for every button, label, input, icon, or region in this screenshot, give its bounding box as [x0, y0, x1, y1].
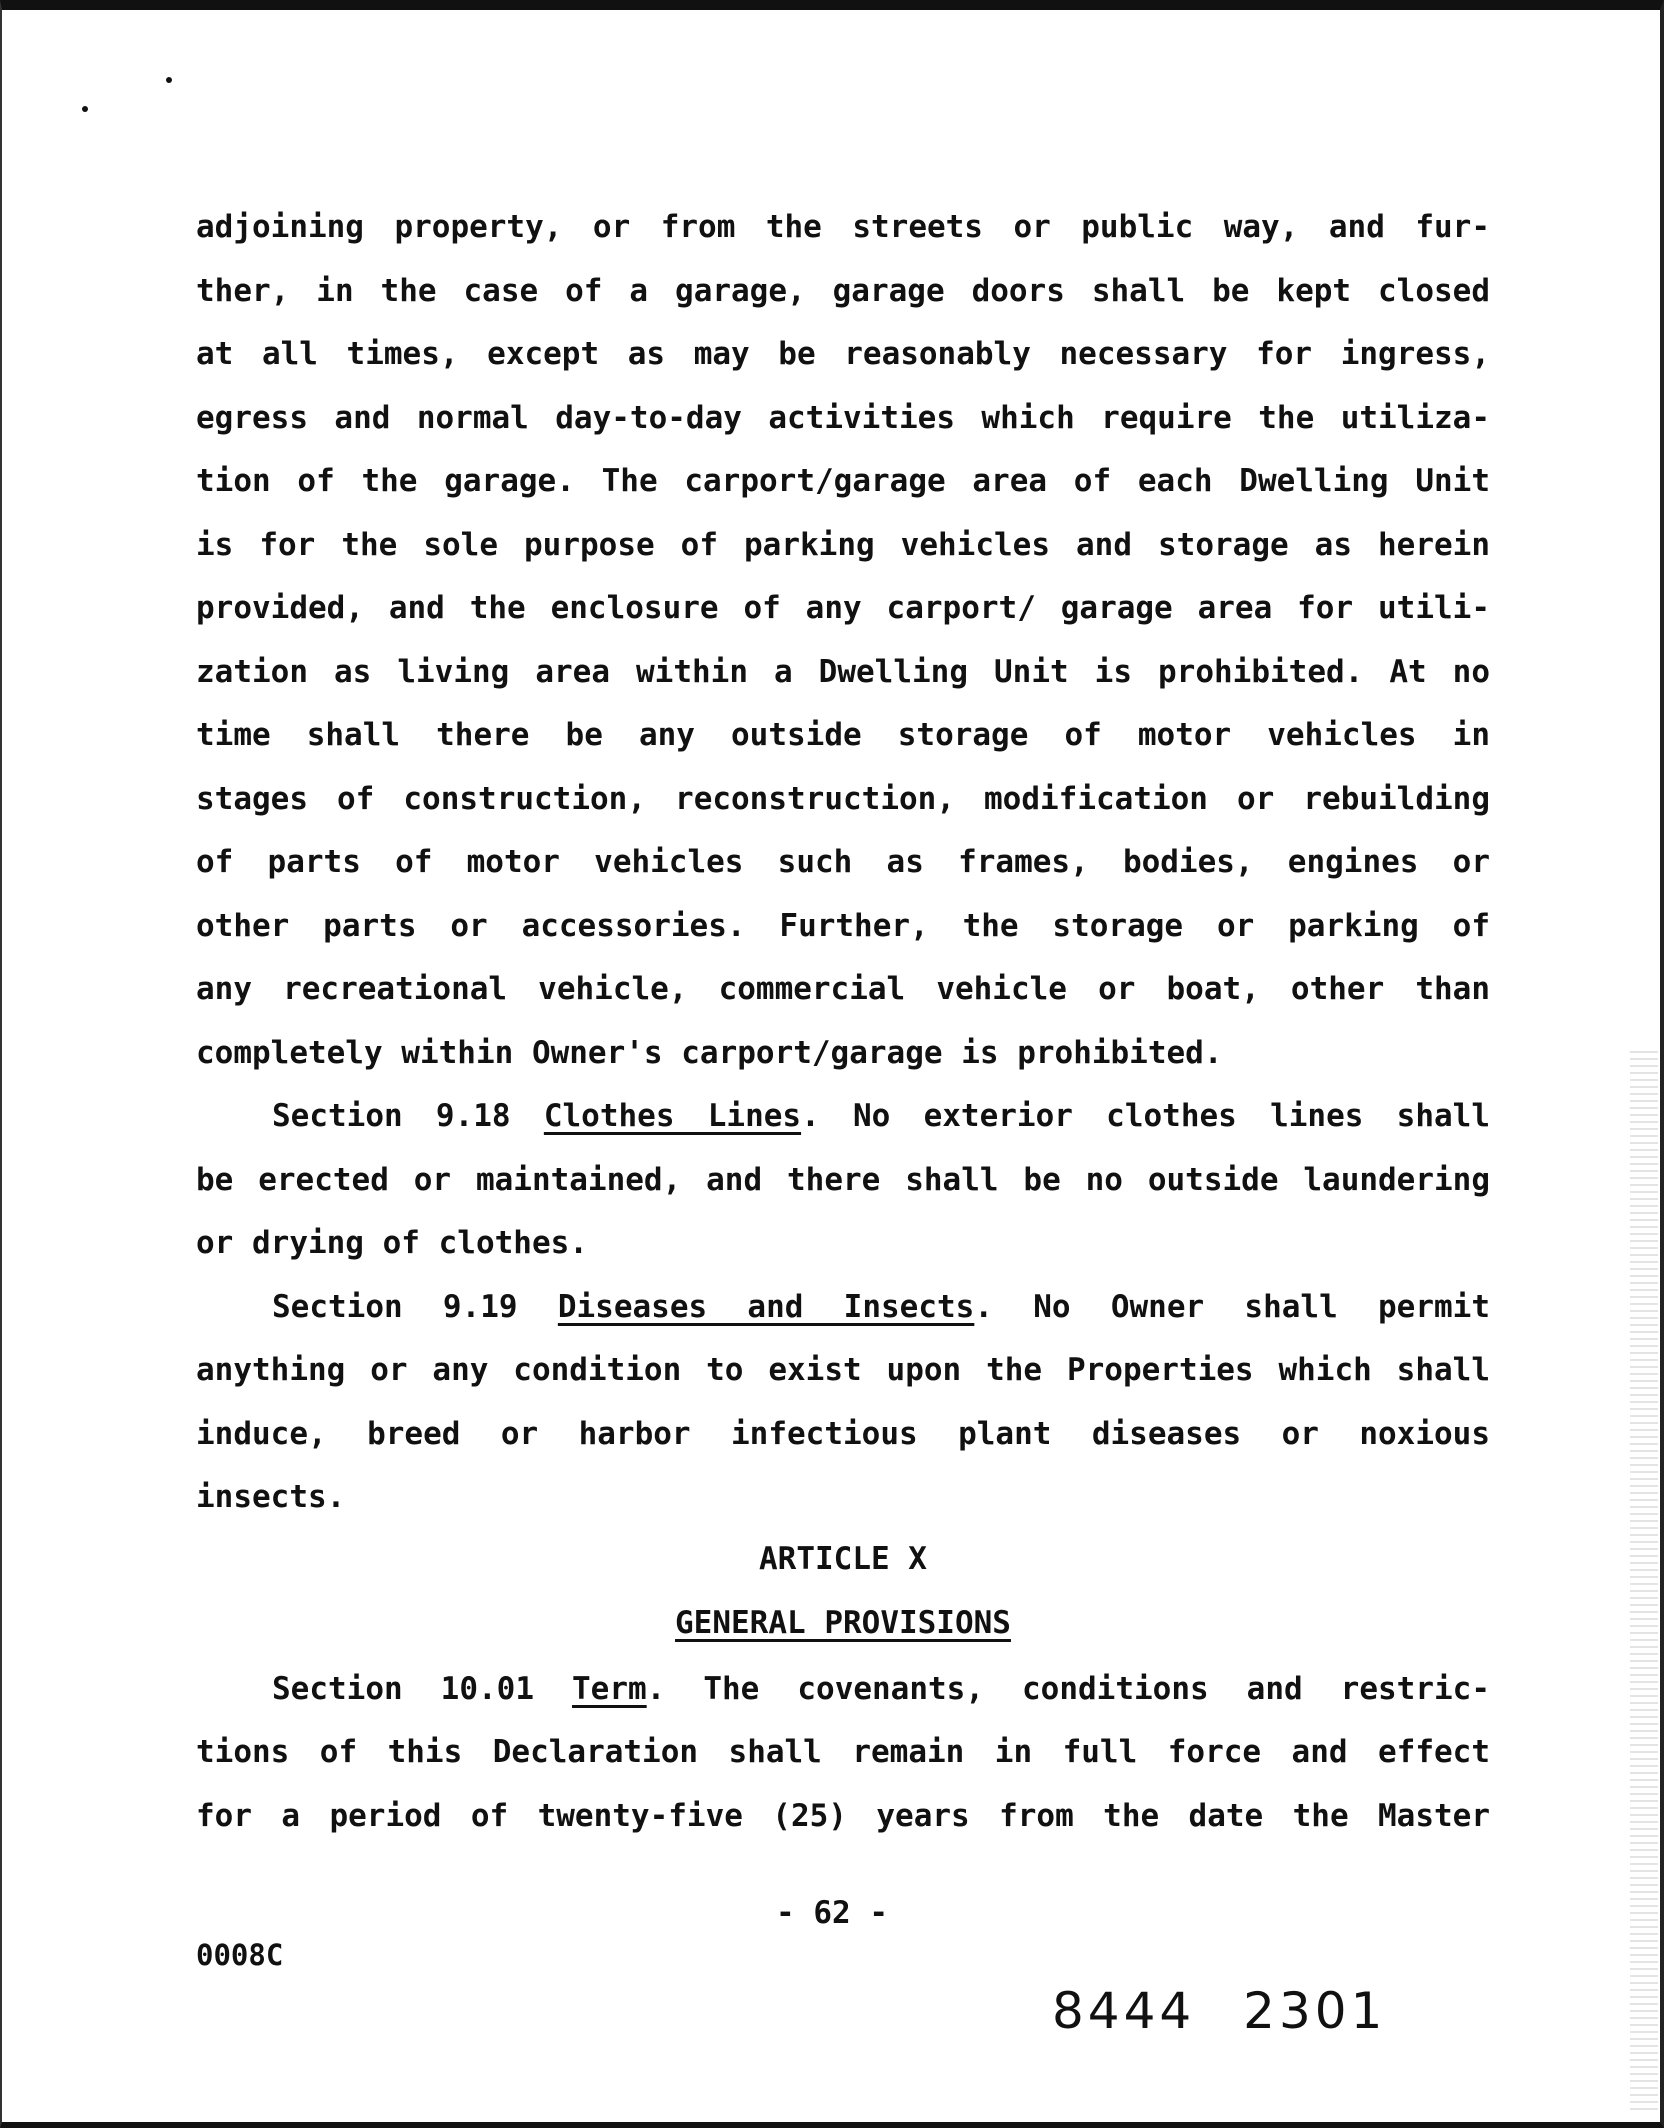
text-fragment: . No exterior clothes lines shall — [801, 1098, 1490, 1134]
text-line: time shall there be any outside storage of motor vehicles in — [196, 717, 1490, 753]
scan-noise — [1630, 1050, 1658, 2110]
text-fragment: . The covenants, conditions and restric- — [646, 1670, 1490, 1707]
section-heading-line — [196, 1085, 1490, 1149]
text-line: tions of this Declaration shall remain in full force and effect — [196, 1734, 1490, 1770]
text-line: zation as living area within a Dwelling Unit is prohibited. At no — [196, 653, 1490, 690]
section-number: Section 9.19 — [272, 1288, 518, 1325]
article-subtitle: GENERAL PROVISIONS — [675, 1604, 1011, 1641]
article-heading — [196, 1530, 1490, 1658]
text-line: other parts or accessories. Further, the storage or parking of — [196, 907, 1490, 944]
section-title: Term — [572, 1670, 647, 1707]
stamped-record-number: 8444 2301 — [1052, 1982, 1387, 2040]
text-line: adjoining property, or from the streets or public way, and fur- — [196, 209, 1490, 245]
text-line: provided, and the enclosure of any carport/ garage area for utili- — [196, 590, 1490, 626]
text-line: completely within Owner's carport/garage is prohibited. — [196, 1034, 1223, 1071]
section-number: Section 9.18 — [272, 1098, 511, 1134]
section-title: Clothes Lines — [543, 1098, 802, 1134]
text-line: be erected or maintained, and there shall be no outside laundering — [196, 1161, 1490, 1198]
article-title: ARTICLE X — [759, 1540, 927, 1577]
text-line: or drying of clothes. — [196, 1225, 588, 1261]
scan-speck — [82, 106, 88, 112]
text-line: any recreational vehicle, commercial vehicle or boat, other than — [196, 971, 1490, 1007]
document-code: 0008C — [196, 1938, 284, 1972]
text-line: at all times, except as may be reasonably necessary for ingress, — [196, 336, 1490, 372]
section-heading-line — [196, 1276, 1490, 1340]
text-line: tion of the garage. The carport/garage area of each Dwelling Unit — [196, 463, 1490, 499]
section-heading-line — [196, 1658, 1490, 1722]
text-line: stages of construction, reconstruction, modification or rebuilding — [196, 780, 1490, 817]
document-body — [196, 196, 1490, 1848]
page-number: - 62 - — [776, 1895, 888, 1931]
text-line: anything or any condition to exist upon the Properties which shall — [196, 1352, 1490, 1388]
text-line: of parts of motor vehicles such as frames, bodies, engines or — [196, 844, 1490, 880]
text-fragment: . No Owner shall permit — [974, 1288, 1490, 1325]
paragraph-covenant-continuation — [196, 196, 1490, 1085]
text-line: egress and normal day-to-day activities which require the utiliza- — [196, 399, 1490, 436]
text-line: is for the sole purpose of parking vehicles and storage as herein — [196, 526, 1490, 563]
section-9-18 — [196, 1085, 1490, 1276]
section-10-01 — [196, 1658, 1490, 1849]
text-line: for a period of twenty-five (25) years from the date the Master — [196, 1797, 1490, 1834]
section-title: Diseases and Insects — [557, 1288, 975, 1325]
section-9-19 — [196, 1276, 1490, 1530]
scan-speck — [166, 77, 172, 83]
text-line: induce, breed or harbor infectious plant diseases or noxious — [196, 1415, 1490, 1452]
text-line: ther, in the case of a garage, garage doors shall be kept closed — [196, 272, 1490, 309]
text-line: insects. — [196, 1479, 346, 1515]
section-number: Section 10.01 — [272, 1670, 534, 1707]
